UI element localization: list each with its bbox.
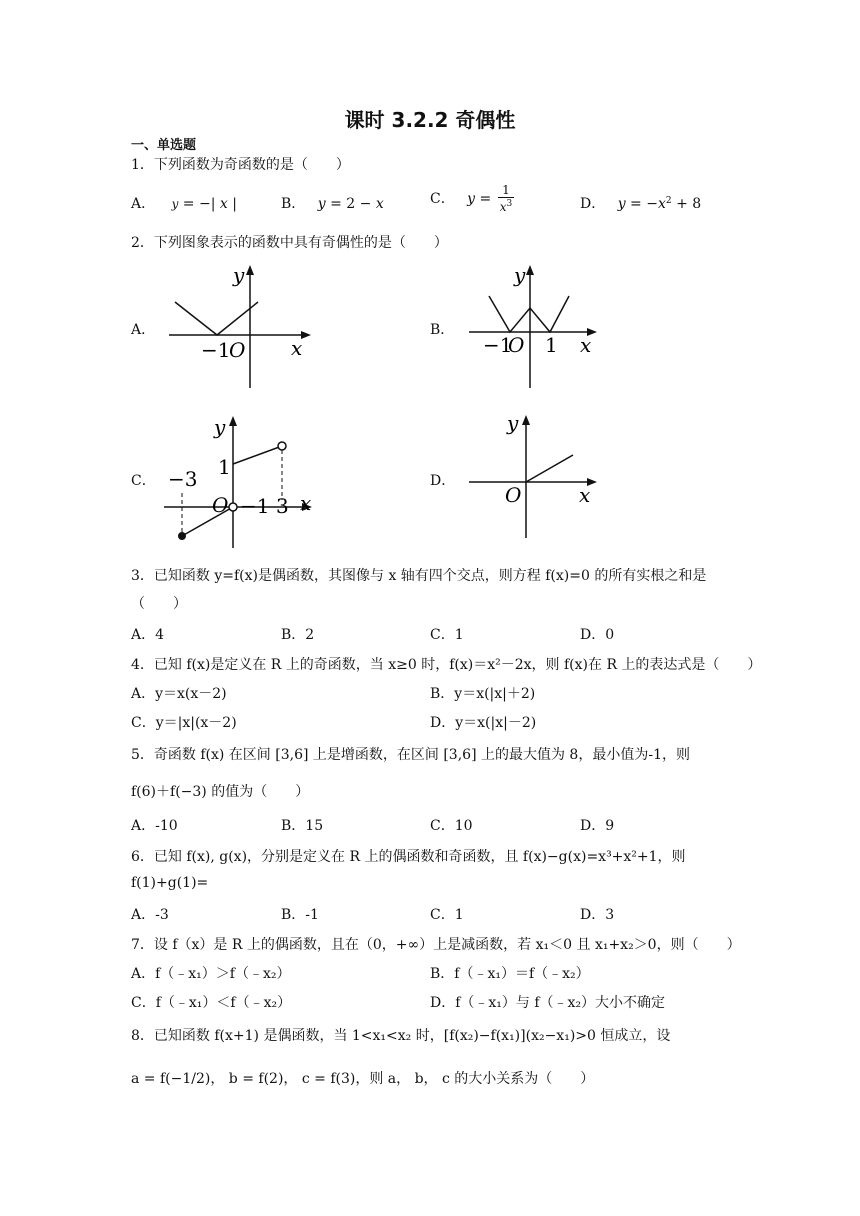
svg-text:1: 1	[218, 455, 231, 479]
svg-text:−3: −3	[168, 467, 198, 491]
svg-text:x: x	[300, 491, 312, 515]
q7-option-d: D．f（﹣x₁）与 f（﹣x₂）大小不确定	[430, 995, 666, 1011]
q2-graph-b	[465, 260, 605, 390]
q8-stem-cont: a = f(−1/2)， b = f(2)， c = f(3)，则 a， b， c 的大小关系为（ ）	[131, 1071, 595, 1087]
q5-stem: 5．奇函数 f(x) 在区间 [3,6] 上是增函数，在区间 [3,6] 上的最大值为 8，最小值为-1，则	[131, 747, 690, 763]
svg-text:O: O	[229, 338, 246, 362]
q5-option-d: D．9	[580, 818, 615, 834]
q1-option-b-label: B．	[281, 196, 306, 212]
q5-option-a: A．-10	[131, 818, 178, 834]
svg-text:3: 3	[276, 494, 289, 518]
page-title: 课时 3.2.2 奇偶性	[344, 108, 516, 132]
q1-option-d: D． $y = -x^2 + 8$	[580, 196, 702, 212]
q2-option-d-label: D．	[430, 473, 456, 489]
svg-text:1: 1	[545, 333, 558, 357]
q2-option-c-label: C．	[131, 473, 156, 489]
q3-option-b: B．2	[281, 627, 315, 643]
svg-text:x: x	[580, 333, 592, 357]
q1-option-b: B． y = 2 − x	[281, 196, 384, 212]
svg-text:−1: −1	[240, 494, 270, 518]
q2-option-b-label: B．	[430, 322, 455, 338]
q1-option-c: C． y = $\frac{1}{x^3}$	[430, 183, 513, 214]
q1-stem: 1．下列函数为奇函数的是（ ）	[131, 157, 350, 173]
q7-option-c: C．f（﹣x₁）＜f（﹣x₂）	[131, 995, 292, 1011]
q3-stem: 3．已知函数 y=f(x)是偶函数，其图像与 x 轴有四个交点，则方程 f(x)=0 的所有实根之和是	[131, 568, 707, 584]
svg-text:y: y	[507, 411, 519, 435]
q2-option-a-label: A．	[131, 322, 156, 338]
q4-stem: 4．已知 f(x)是定义在 R 上的奇函数，当 x≥0 时，f(x)＝x²－2x，则 f(x)在 R 上的表达式是（ ）	[131, 657, 762, 673]
svg-text:O: O	[508, 333, 525, 357]
q6-option-d: D．3	[580, 907, 615, 923]
q3-option-a: A．4	[131, 627, 165, 643]
svg-text:−1: −1	[483, 333, 513, 357]
q2-graph-a	[165, 260, 315, 390]
q8-stem: 8．已知函数 f(x+1) 是偶函数，当 1<x₁<x₂ 时，[f(x₂)−f(x₁)](x₂−x₁)>0 恒成立，设	[131, 1028, 671, 1044]
q6-option-b: B．-1	[281, 907, 319, 923]
q2-graph-d	[465, 410, 605, 540]
svg-text:y: y	[214, 415, 226, 439]
svg-text:y: y	[514, 263, 526, 287]
svg-text:O: O	[212, 493, 229, 517]
q6-stem-cont: f(1)+g(1)=	[131, 875, 209, 891]
svg-text:−1: −1	[201, 338, 231, 362]
q7-stem: 7．设 f（x）是 R 上的偶函数，且在（0，+∞）上是减函数，若 x₁＜0 且 x₁+x₂＞0，则（ ）	[131, 937, 741, 953]
svg-text:y: y	[233, 263, 245, 287]
q1-option-a: A． y = −| x |	[131, 196, 237, 212]
svg-text:x: x	[291, 336, 303, 360]
q5-stem-cont: f(6)＋f(−3) 的值为（ ）	[131, 784, 310, 800]
q2-graph-c	[160, 410, 320, 550]
q3-option-c: C．1	[430, 627, 464, 643]
q1-option-d-label: D．	[580, 196, 606, 212]
q6-option-c: C．1	[430, 907, 464, 923]
svg-text:x: x	[579, 483, 591, 507]
q6-stem: 6．已知 f(x), g(x)，分别是定义在 R 上的偶函数和奇函数，且 f(x)−g(x)=x³+x²+1，则	[131, 849, 686, 865]
q1-option-a-label: A．	[131, 196, 156, 212]
q3-stem-cont: （ ）	[131, 596, 187, 612]
q7-option-b: B．f（﹣x₁）＝f（﹣x₂）	[430, 966, 590, 982]
q1-option-c-label: C．	[430, 191, 455, 207]
q4-option-d: D．y＝x(|x|－2)	[430, 715, 537, 731]
q4-option-b: B．y＝x(|x|＋2)	[430, 686, 536, 702]
q2-stem: 2．下列图象表示的函数中具有奇偶性的是（ ）	[131, 235, 448, 251]
q5-option-c: C．10	[430, 818, 473, 834]
q3-option-d: D．0	[580, 627, 615, 643]
q7-option-a: A．f（﹣x₁）＞f（﹣x₂）	[131, 966, 291, 982]
section-heading: 一、单选题	[131, 138, 197, 153]
q4-option-c: C．y＝|x|(x－2)	[131, 715, 237, 731]
svg-text:O: O	[505, 483, 522, 507]
q4-option-a: A．y＝x(x－2)	[131, 686, 227, 702]
q5-option-b: B．15	[281, 818, 324, 834]
q6-option-a: A．-3	[131, 907, 169, 923]
